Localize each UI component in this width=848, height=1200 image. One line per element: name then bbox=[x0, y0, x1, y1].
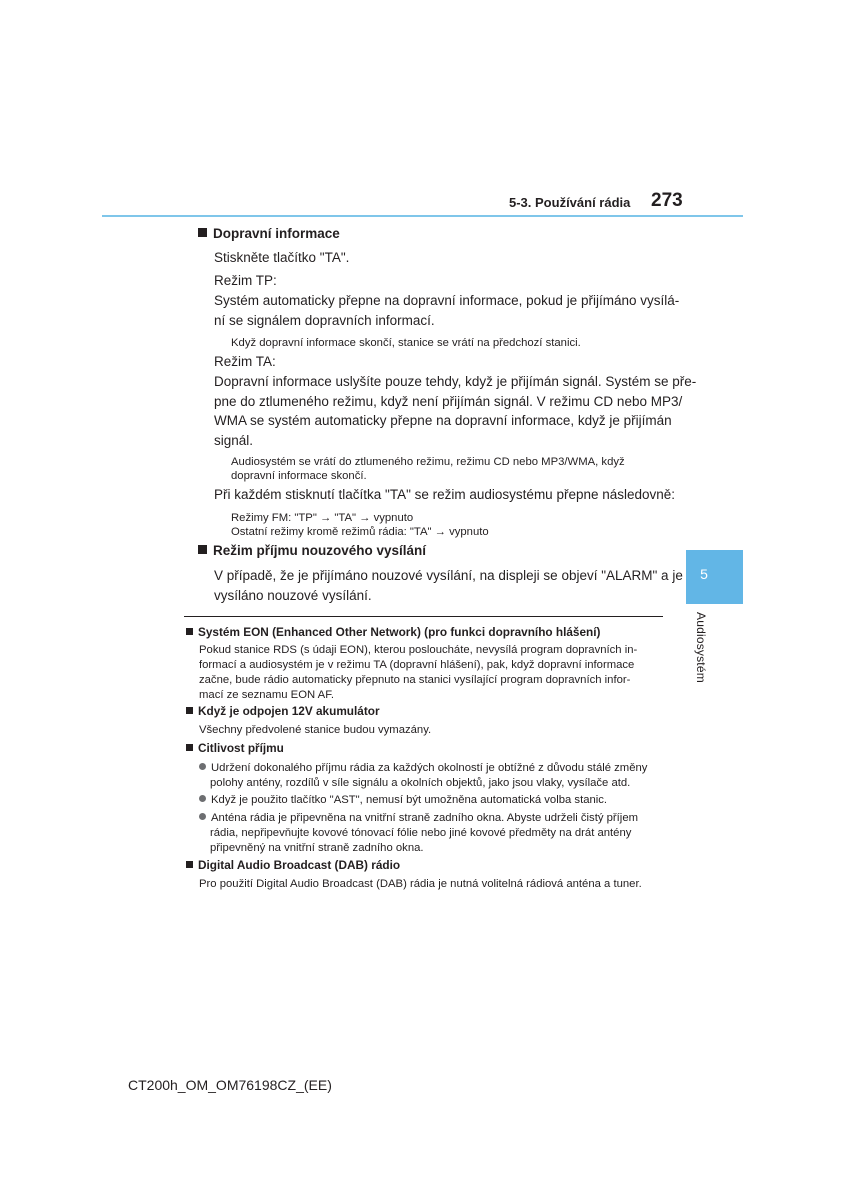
text-line: ní se signálem dopravních informací. bbox=[214, 312, 435, 328]
text-line: Systém automaticky přepne na dopravní informace, pokud je přijímáno vysílá- bbox=[214, 293, 680, 308]
text-line: Audiosystém se vrátí do ztlumeného režimu, režimu CD nebo MP3/WMA, když bbox=[231, 456, 625, 468]
text-line: V případě, že je přijímáno nouzové vysílání, na displeji se objeví "ALARM" a je bbox=[214, 568, 683, 583]
text-line: vysíláno nouzové vysílání. bbox=[214, 587, 372, 603]
ta-description bbox=[214, 372, 696, 450]
text-line: WMA se systém automaticky přepne na dopravní informace, když je přijímán bbox=[214, 413, 672, 428]
section-title: 5-3. Používání rádia bbox=[509, 195, 631, 210]
text-line: Pokud stanice RDS (s údaji EON), kterou posloucháte, nevysílá program dopravních in- bbox=[199, 644, 638, 656]
dab-text: Pro použití Digital Audio Broadcast (DAB) rádia je nutná volitelná rádiová anténa a tuner. bbox=[199, 878, 642, 890]
sensitivity-bullet bbox=[199, 811, 638, 856]
page-number: 273 bbox=[651, 190, 683, 211]
square-bullet-icon bbox=[186, 707, 193, 714]
square-bullet-icon bbox=[186, 861, 193, 868]
header-rule bbox=[102, 215, 743, 217]
notes-divider bbox=[184, 616, 663, 617]
text-line: začne, bude rádio automaticky přepnuto na stanici vysílající program dopravních infor- bbox=[199, 674, 631, 686]
emergency-description bbox=[214, 566, 683, 605]
tp-description bbox=[214, 291, 679, 330]
dab-heading bbox=[186, 858, 400, 872]
text-line: Režimy FM: "TP" → "TA" → vypnuto bbox=[231, 512, 414, 524]
text-line: Anténa rádia je připevněna na vnitřní straně zadního okna. Abyste udrželi čistý příjem bbox=[211, 812, 639, 824]
battery-heading-text: Když je odpojen 12V akumulátor bbox=[198, 704, 380, 718]
ta-note bbox=[231, 455, 625, 483]
traffic-heading-text: Dopravní informace bbox=[213, 226, 340, 241]
square-bullet-icon bbox=[198, 228, 207, 237]
document-code: CT200h_OM_OM76198CZ_(EE) bbox=[128, 1077, 332, 1093]
text-line: Ostatní režimy kromě režimů rádia: "TA" → vypnuto bbox=[231, 526, 489, 538]
cycle-intro: Při každém stisknutí tlačítka "TA" se režim audiosystému přepne následovně: bbox=[214, 487, 676, 502]
sensitivity-heading-text: Citlivost příjmu bbox=[198, 741, 284, 755]
text-line: připevněný na vnitřní straně zadního okna. bbox=[210, 842, 424, 854]
eon-heading bbox=[186, 625, 600, 639]
text-line: Když je použito tlačítko "AST", nemusí být umožněna automatická volba stanic. bbox=[211, 794, 608, 806]
battery-heading bbox=[186, 704, 380, 718]
text-line: Dopravní informace uslyšíte pouze tehdy, když je přijímán signál. Systém se pře- bbox=[214, 374, 697, 389]
text-line: mací ze seznamu EON AF. bbox=[199, 689, 334, 701]
tp-note: Když dopravní informace skončí, stanice se vrátí na předchozí stanici. bbox=[231, 337, 581, 349]
emergency-heading bbox=[198, 543, 426, 558]
traffic-heading bbox=[198, 226, 340, 241]
chapter-number: 5 bbox=[700, 566, 708, 582]
eon-description bbox=[199, 643, 637, 703]
text-line: pne do ztlumeného režimu, když není přijímán signál. V režimu CD nebo MP3/ bbox=[214, 393, 683, 409]
sensitivity-heading bbox=[186, 741, 284, 755]
bullet-dot-icon bbox=[199, 795, 206, 802]
text-line: dopravní informace skončí. bbox=[231, 470, 367, 482]
text-line: Udržení dokonalého příjmu rádia za každých okolností je obtížné z důvodu stálé změny bbox=[211, 762, 648, 774]
ta-label: Režim TA: bbox=[214, 354, 276, 369]
text-line: rádia, nepřipevňujte kovové tónovací fólie nebo jiné kovové předměty na drát antény bbox=[210, 827, 632, 839]
chapter-label-text: Audiosystém bbox=[694, 612, 708, 683]
chapter-label bbox=[684, 612, 720, 692]
battery-text: Všechny předvolené stanice budou vymazány. bbox=[199, 724, 432, 736]
tp-label: Režim TP: bbox=[214, 273, 277, 288]
sensitivity-bullet bbox=[199, 793, 607, 808]
eon-heading-text: Systém EON (Enhanced Other Network) (pro funkci dopravního hlášení) bbox=[198, 625, 601, 639]
bullet-dot-icon bbox=[199, 763, 206, 770]
bullet-dot-icon bbox=[199, 813, 206, 820]
text-line: signál. bbox=[214, 432, 254, 448]
square-bullet-icon bbox=[198, 545, 207, 554]
square-bullet-icon bbox=[186, 628, 193, 635]
text-line: formací a audiosystém je v režimu TA (dopravní hlášení), pak, když dopravní informace bbox=[199, 659, 635, 671]
mode-cycle bbox=[231, 511, 489, 539]
emergency-heading-text: Režim příjmu nouzového vysílání bbox=[213, 543, 427, 558]
sensitivity-bullet bbox=[199, 761, 647, 791]
square-bullet-icon bbox=[186, 744, 193, 751]
dab-heading-text: Digital Audio Broadcast (DAB) rádio bbox=[198, 858, 401, 872]
traffic-instruction: Stiskněte tlačítko "TA". bbox=[214, 250, 350, 265]
text-line: polohy antény, rozdílů v síle signálu a okolních objektů, jako jsou vlaky, vysílače atd. bbox=[210, 777, 631, 789]
